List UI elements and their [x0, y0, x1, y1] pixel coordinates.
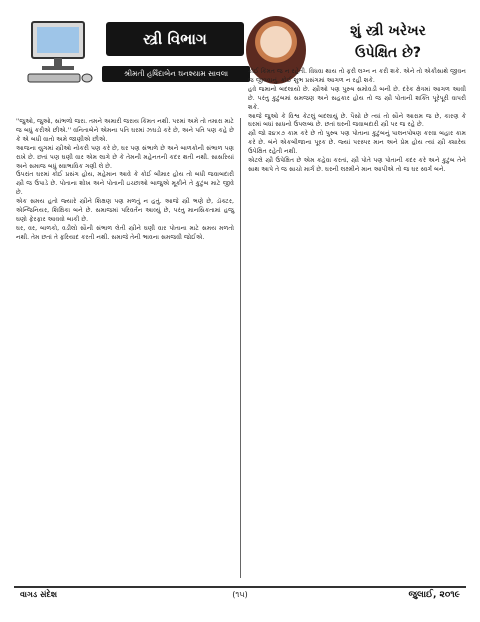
title-line-2: ઉપેક્ષિત છે? — [354, 45, 422, 61]
right-column — [248, 68, 466, 175]
paragraph: સ્ત્રી જો ૨૪×૭ કામ કરે છે તો પુરુષ પણ પોતાના કુટુંબનું પાલનપોષણ કરવા બહાર કામ કરે છે. બંને એકબીજાના પૂરક છે. જ્યાં પરસ્પર માન અને પ્રેમ હોય ત્યાં સ્ત્રી ક્યારેય ઉપેક્ષિત રહેતી નથી. — [248, 130, 466, 156]
left-column — [16, 118, 234, 243]
title-line-1: શું સ્ત્રી ખરેખર — [350, 23, 426, 39]
computer-icon — [24, 16, 96, 86]
paragraph: ઘર, વર, બાળકો, વડીલો સૌની સંભાળ લેતી સ્ત્રીને ઘણી વાર પોતાના માટે સમય મળતો નથી. તેમ છતાં તે ફરિયાદ કરતી નથી. સમાજે તેની ભાવના સમજવી જોઈએ. — [16, 224, 234, 241]
paragraph: ઉપરાંત ઘરમાં કોઈ પ્રસંગ હોય, મહેમાન આવે કે કોઈ બીમાર હોય તો બધી જવાબદારી સ્ત્રી જ ઉપાડે છે. પોતાના શોખ અને પોતાની ઇચ્છાઓ બાજુએ મૂકીને તે કુટુંબ માટે જીવે છે. — [16, 171, 234, 197]
column-divider — [240, 118, 241, 578]
magazine-name: વાગડ સંદેશ — [20, 590, 58, 599]
paragraph: એટલે સ્ત્રી ઉપેક્ષિત છે એમ કહેવા કરતાં, સ્ત્રી પોતે પણ પોતાની કદર કરે અને કુટુંબ તેને સાથ આપે તે જ સાચો માર્ગ છે. ઘરની લક્ષ્મીને માન આપીએ તો જ ઘર સ્વર્ગ બને. — [248, 157, 466, 173]
issue-date: જુલાઈ, ૨૦૧૯ — [408, 590, 460, 600]
paragraph: ''જુઓ, જુઓ, સાંભળો જરા. તમને અમારી જરાય કિંમત નથી. પરમાં અમે તો તમારા માટે જ બધું કરીએ છીએ.'' વનિતાબેને એમના પતિ ઘરમાં ઝઘડો કરે છે, અને પતિ પણ કહે છે કે એ બધી વાતો અમે જાણીએ છીએ. — [16, 118, 234, 143]
section-banner: સ્ત્રી વિભાગ — [106, 22, 244, 56]
magazine-page — [14, 8, 466, 613]
footer-divider — [14, 586, 466, 588]
page-number: (૧૫) — [232, 590, 248, 599]
author-name: શ્રીમતી હર્ષિદાબેન ઘનશ્યામ સાવલા — [102, 66, 250, 82]
paragraph: હવે જમાનો બદલાયો છે. સ્ત્રીઓ પણ પુરુષ સમોવડી બની છે. દરેક ક્ષેત્રમાં આગળ આવી છે. પરંતુ કુટુંબમાં સમજણ અને સહકાર હોય તો જ સ્ત્રી પોતાની શક્તિ પૂરેપૂરી વાપરી શકે. — [248, 85, 466, 111]
paragraph: આજે જુઓ કે વિશ્વ કેટલું બદલાયું છે. પૈસો છે ત્યાં તો સૌને આરામ જ છે, કારણ કે ઘરમાં બધાં સાધનો ઉપલબ્ધ છે. છતાં ઘરની જવાબદારી સ્ત્રી પર જ રહે છે. — [248, 112, 466, 129]
paragraph: કોઈ કિંમત જ ન રહેતી. વિધવા થાય તો ફરી લગ્ન ન કરી શકે. એને તો એકીસાથે જીવન જ જીવવાનું. કોઈ શુભ પ્રસંગમાં આગળ ન રહી શકે. — [248, 68, 466, 84]
page-footer — [14, 586, 466, 606]
article-title — [310, 22, 466, 62]
paragraph: આજના યુગમાં સ્ત્રીઓ નોકરી પણ કરે છે, ઘર પણ સંભાળે છે અને બાળકોની સંભાળ પણ રાખે છે. છતાં પણ ઘણી વાર એમ લાગે છે કે તેમની મહેનતની કદર થતી નથી. સાસરિયાં અને સમાજ બધું સ્વાભાવિક ગણી લે છે. — [16, 144, 234, 170]
paragraph: એક સમય હતો જ્યારે સ્ત્રીને શિક્ષણ પણ મળતું ન હતું. આજે સ્ત્રી ભણે છે, ડૉક્ટર, એન્જિનિયર, શિક્ષિકા બને છે. સમાજમાં પરિવર્તન આવ્યું છે, પરંતુ માનસિકતામાં હજુ ઘણો ફેરફાર આવવો બાકી છે. — [16, 198, 234, 223]
